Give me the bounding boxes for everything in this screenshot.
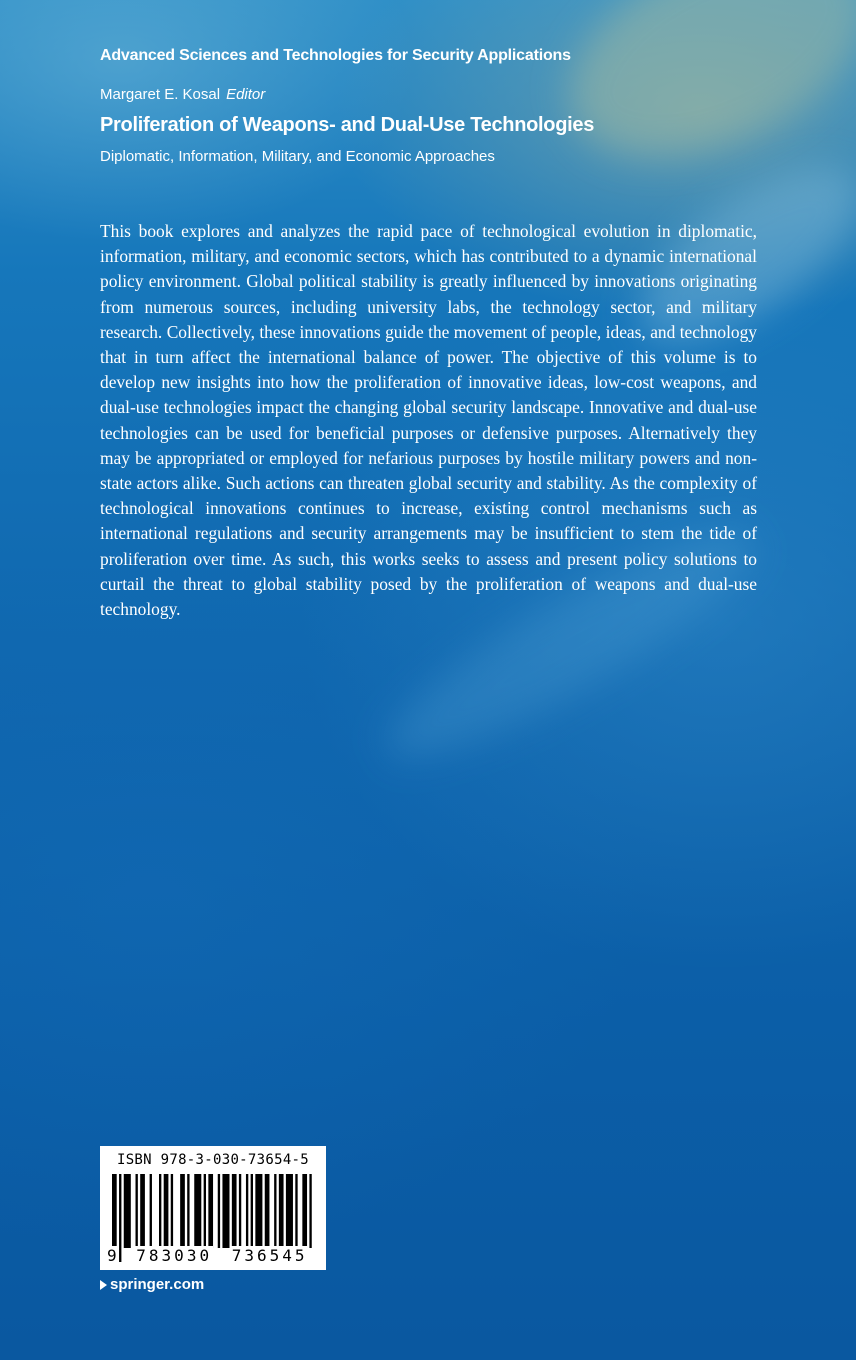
book-subtitle: Diplomatic, Information, Military, and Economic Approaches (100, 148, 495, 165)
barcode-bar (204, 1174, 206, 1248)
barcode-bar (286, 1174, 293, 1248)
barcode-bar (218, 1174, 220, 1248)
barcode-digits-right: 736545 (231, 1246, 308, 1265)
barcode-bar (239, 1174, 241, 1248)
barcode-bar (187, 1174, 189, 1248)
barcode-bar (124, 1174, 131, 1248)
barcode-digits (106, 1246, 320, 1265)
barcode-bar (164, 1174, 169, 1248)
triangle-right-icon (100, 1280, 107, 1290)
editor-name: Margaret E. Kosal (100, 86, 221, 103)
barcode-bar (171, 1174, 173, 1248)
barcode-digits-left: 783030 (136, 1246, 213, 1265)
barcode-bar (265, 1174, 270, 1248)
barcode-bar (232, 1174, 237, 1248)
barcode-bar (150, 1174, 152, 1248)
publisher-link[interactable] (100, 1276, 204, 1293)
barcode-bar (159, 1174, 161, 1248)
isbn-label: ISBN 978-3-030-73654-5 (116, 1152, 310, 1168)
barcode-bar (302, 1174, 307, 1248)
barcode-digit-first: 9 (107, 1246, 117, 1265)
publisher-link-text: springer.com (110, 1276, 205, 1293)
barcode-bar (309, 1174, 311, 1248)
barcode-bar (180, 1174, 185, 1248)
barcode-bar (274, 1174, 276, 1248)
isbn-barcode (100, 1146, 326, 1270)
barcode-bar (295, 1174, 297, 1248)
barcode-bar (222, 1174, 229, 1248)
barcode-bar (136, 1174, 138, 1248)
barcode-bar (246, 1174, 248, 1248)
book-title: Proliferation of Weapons- and Dual-Use Technologies (100, 114, 595, 136)
editor-role: Editor (226, 86, 266, 103)
book-description: This book explores and analyzes the rapid pace of technological evolution in diplomatic, information, military, and economic sectors, which has contributed to a dynamic international policy environment. Global political stability is greatly influenced by innovations originating from numerous sources, including university labs, the technology sector, and military research. Collectively, these innovations guide the movement of people, ideas, and technology that in turn affect the international balance of power. The objective of this volume is to develop new insights into how the proliferation of innovative ideas, low-cost weapons, and dual-use technologies impact the changing global security landscape. Innovative and dual-use technologies can be used for beneficial purposes or defensive purposes. Alternatively they may be appropriated or employed for nefarious purposes by hostile military powers and non-state actors alike. Such actions can threaten global security and stability. As the complexity of technological innovations continues to increase, existing control mechanisms such as international regulations and security arrangements may be insufficient to stem the tide of proliferation over time. As such, this works seeks to assess and present policy solutions to curtail the threat to global stability posed by the proliferation of weapons and dual-use technology. (100, 221, 757, 620)
barcode-bar (194, 1174, 201, 1248)
editor-line (100, 86, 265, 103)
series-title: Advanced Sciences and Technologies for Security Applications (100, 47, 571, 64)
barcode-bar (279, 1174, 284, 1248)
barcode-bar (140, 1174, 145, 1248)
barcode-bar (208, 1174, 213, 1248)
